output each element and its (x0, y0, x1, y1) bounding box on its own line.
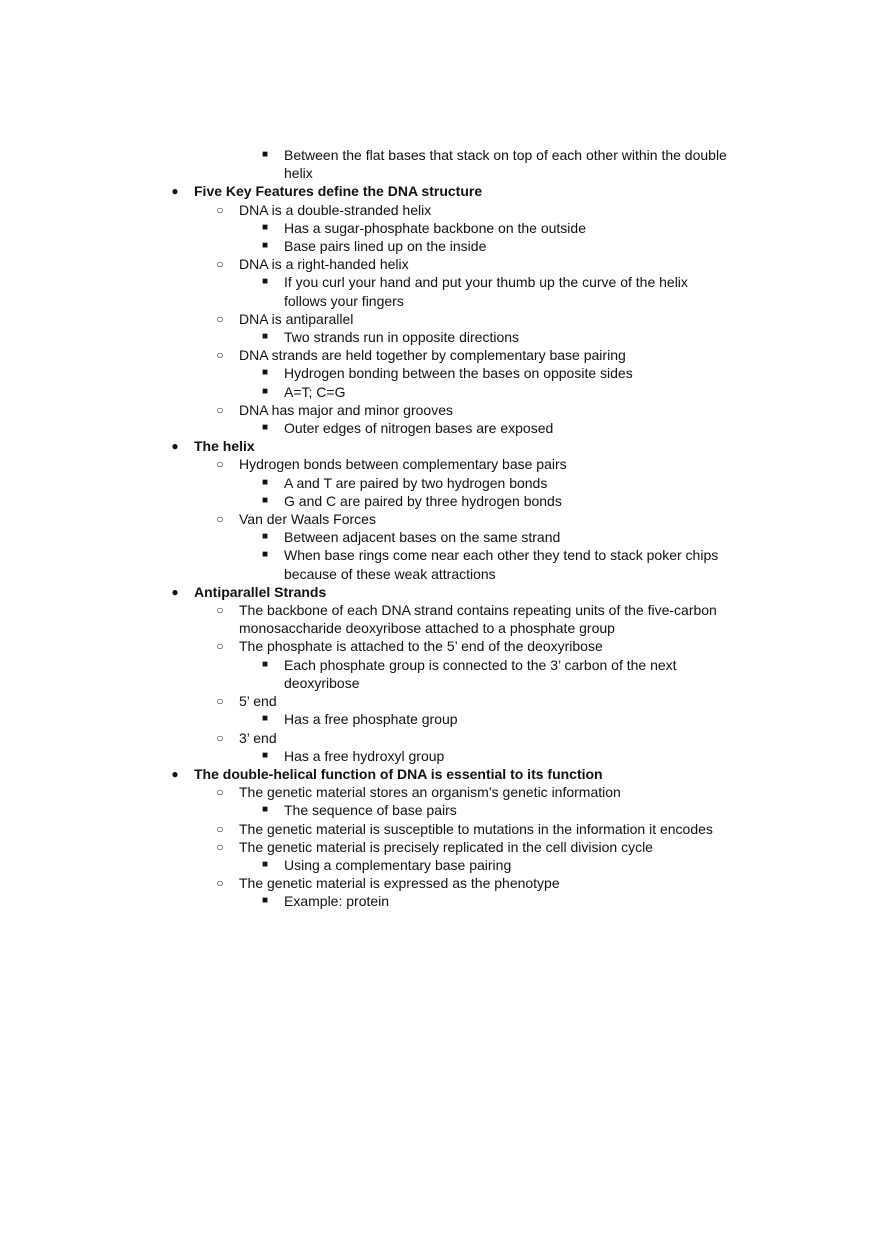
square-bullet-icon: ■ (261, 858, 269, 870)
sub-list-item (0, 146, 880, 182)
list-item (0, 637, 880, 655)
list-item (0, 820, 880, 838)
square-bullet-icon: ■ (261, 221, 269, 233)
square-bullet-icon: ■ (261, 658, 269, 670)
item-text: 3’ end (239, 729, 277, 746)
item-text: DNA strands are held together by complementary base pairing (239, 347, 626, 364)
square-bullet-icon: ■ (261, 804, 269, 816)
list-item (0, 455, 880, 473)
item-text: Two strands run in opposite directions (284, 329, 520, 346)
item-text: A=T; C=G (284, 383, 346, 400)
item-text: Van der Waals Forces (239, 511, 376, 528)
item-text: The phosphate is attached to the 5’ end of the deoxyribose (239, 638, 603, 655)
square-bullet-icon: ■ (261, 422, 269, 434)
square-bullet-icon: ■ (261, 531, 269, 543)
list-item (0, 255, 880, 273)
hollow-circle-bullet-icon: ○ (216, 785, 224, 800)
hollow-circle-bullet-icon: ○ (216, 512, 224, 527)
sub-list-item (0, 219, 880, 237)
square-bullet-icon: ■ (261, 713, 269, 725)
hollow-circle-bullet-icon: ○ (216, 730, 224, 745)
sub-list-item (0, 273, 880, 309)
item-text: Between the flat bases that stack on top of each other within the double helix (284, 147, 727, 182)
list-item (0, 783, 880, 801)
hollow-circle-bullet-icon: ○ (216, 457, 224, 472)
hollow-circle-bullet-icon: ○ (216, 348, 224, 363)
item-text: Outer edges of nitrogen bases are exposed (284, 420, 554, 437)
hollow-circle-bullet-icon: ○ (216, 639, 224, 654)
section-heading (0, 182, 880, 200)
hollow-circle-bullet-icon: ○ (216, 876, 224, 891)
hollow-circle-bullet-icon: ○ (216, 257, 224, 272)
item-text: The genetic material is susceptible to mutations in the information it encodes (239, 820, 713, 837)
item-text: Base pairs lined up on the inside (284, 238, 487, 255)
square-bullet-icon: ■ (261, 385, 269, 397)
square-bullet-icon: ■ (261, 149, 269, 160)
item-text: Has a sugar-phosphate backbone on the outside (284, 219, 586, 236)
item-text: The backbone of each DNA strand contains repeating units of the five-carbon monosaccharide deoxyribose attached to a phosphate group (239, 602, 717, 637)
square-bullet-icon: ■ (261, 494, 269, 506)
sub-list-item (0, 492, 880, 510)
item-text: Between adjacent bases on the same strand (284, 529, 561, 546)
filled-circle-bullet-icon: ● (171, 766, 179, 781)
sub-list-item (0, 892, 880, 910)
item-text: DNA is a double-stranded helix (239, 201, 432, 218)
sub-list-item (0, 801, 880, 819)
sub-list-item (0, 528, 880, 546)
sub-list-item (0, 747, 880, 765)
hollow-circle-bullet-icon: ○ (216, 694, 224, 709)
item-text: If you curl your hand and put your thumb up the curve of the helix follows your fingers (284, 274, 688, 309)
item-text: Has a free hydroxyl group (284, 747, 445, 764)
sub-list-item (0, 419, 880, 437)
square-bullet-icon: ■ (261, 749, 269, 761)
sub-list-item (0, 856, 880, 874)
list-item (0, 601, 880, 637)
square-bullet-icon: ■ (261, 240, 269, 252)
list-item (0, 310, 880, 328)
item-text: DNA is antiparallel (239, 310, 354, 327)
item-text: Has a free phosphate group (284, 711, 458, 728)
filled-circle-bullet-icon: ● (171, 184, 179, 199)
sub-list-item (0, 656, 880, 692)
list-item (0, 510, 880, 528)
square-bullet-icon: ■ (261, 276, 269, 288)
hollow-circle-bullet-icon: ○ (216, 821, 224, 836)
list-item (0, 729, 880, 747)
filled-circle-bullet-icon: ● (171, 439, 179, 454)
square-bullet-icon: ■ (261, 367, 269, 379)
square-bullet-icon: ■ (261, 549, 269, 561)
item-text: The helix (194, 438, 255, 455)
item-text: 5’ end (239, 693, 277, 710)
item-text: DNA is a right-handed helix (239, 256, 409, 273)
item-text: The genetic material is precisely replicated in the cell division cycle (239, 838, 653, 855)
section-heading (0, 583, 880, 601)
list-item (0, 346, 880, 364)
section-heading (0, 765, 880, 783)
list-item (0, 874, 880, 892)
sub-list-item (0, 710, 880, 728)
list-item (0, 838, 880, 856)
item-text: Hydrogen bonds between complementary base pairs (239, 456, 567, 473)
hollow-circle-bullet-icon: ○ (216, 402, 224, 417)
hollow-circle-bullet-icon: ○ (216, 202, 224, 217)
item-text: Antiparallel Strands (194, 583, 327, 600)
square-bullet-icon: ■ (261, 476, 269, 488)
notes-outline (0, 146, 880, 911)
hollow-circle-bullet-icon: ○ (216, 839, 224, 854)
square-bullet-icon: ■ (261, 331, 269, 343)
item-text: The genetic material is expressed as the phenotype (239, 875, 560, 892)
list-item (0, 692, 880, 710)
item-text: Example: protein (284, 893, 390, 910)
sub-list-item (0, 546, 880, 582)
filled-circle-bullet-icon: ● (171, 584, 179, 599)
item-text: The sequence of base pairs (284, 802, 457, 819)
hollow-circle-bullet-icon: ○ (216, 311, 224, 326)
item-text: When base rings come near each other they tend to stack poker chips because of these weak attractions (284, 547, 719, 582)
square-bullet-icon: ■ (261, 895, 269, 907)
sub-list-item (0, 383, 880, 401)
section-heading (0, 437, 880, 455)
hollow-circle-bullet-icon: ○ (216, 603, 224, 618)
item-text: The genetic material stores an organism’s genetic information (239, 784, 621, 801)
sub-list-item (0, 328, 880, 346)
list-item (0, 401, 880, 419)
item-text: The double-helical function of DNA is essential to its function (194, 765, 603, 782)
item-text: Each phosphate group is connected to the 3’ carbon of the next deoxyribose (284, 656, 677, 691)
item-text: Using a complementary base pairing (284, 856, 512, 873)
sub-list-item (0, 364, 880, 382)
item-text: A and T are paired by two hydrogen bonds (284, 474, 548, 491)
item-text: Hydrogen bonding between the bases on opposite sides (284, 365, 633, 382)
item-text: G and C are paired by three hydrogen bonds (284, 492, 562, 509)
list-item (0, 201, 880, 219)
item-text: Five Key Features define the DNA structure (194, 183, 483, 200)
sub-list-item (0, 474, 880, 492)
sub-list-item (0, 237, 880, 255)
item-text: DNA has major and minor grooves (239, 401, 453, 418)
